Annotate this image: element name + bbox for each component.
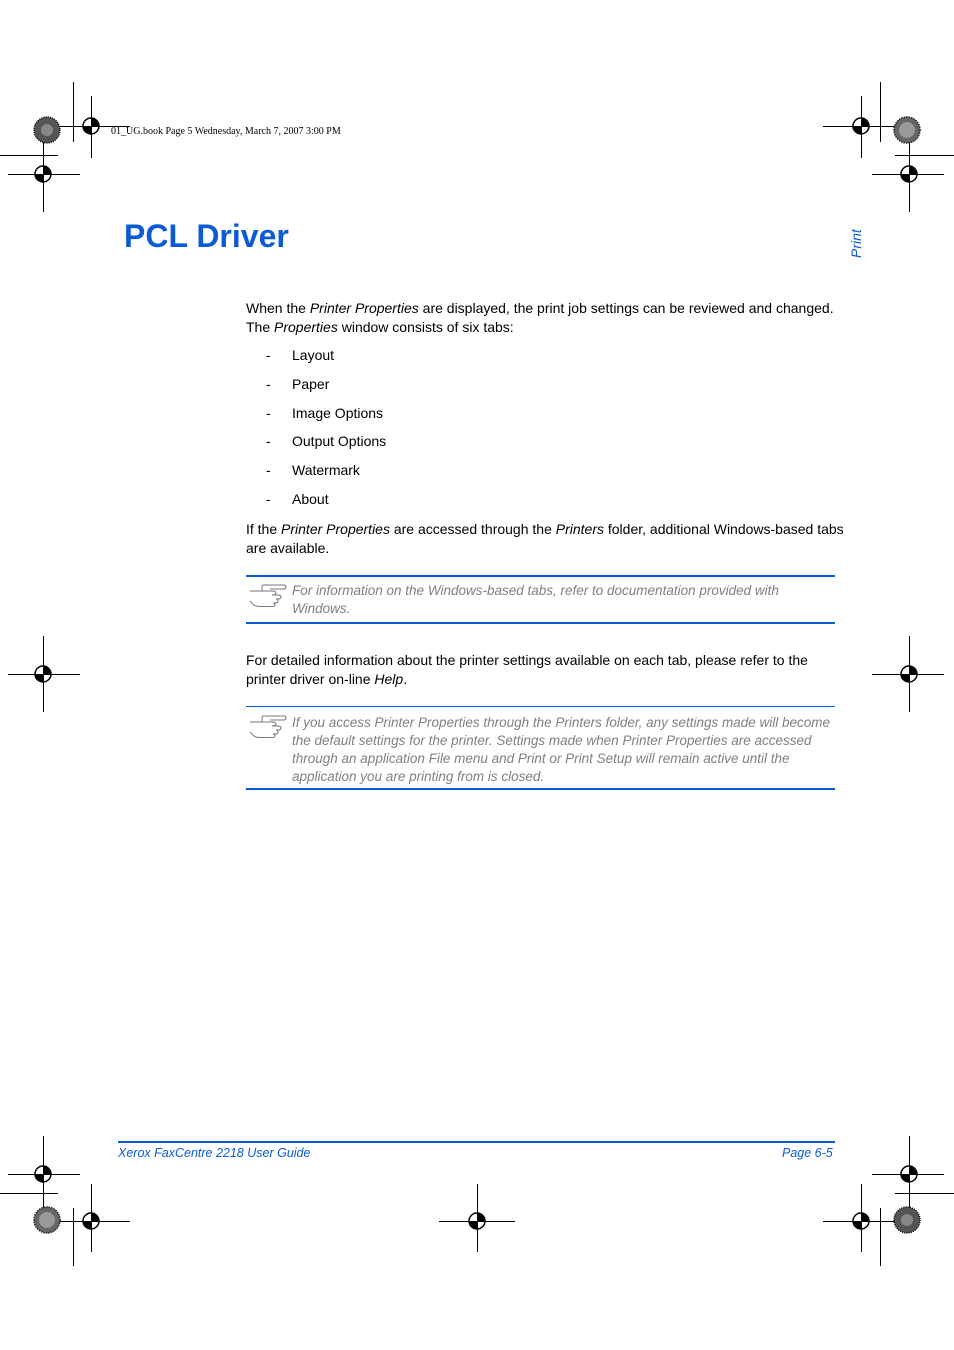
note-top-rule [246, 575, 835, 577]
footer-rule [118, 1141, 835, 1143]
registration-mark-icon [79, 114, 103, 138]
registration-mark-icon [31, 662, 55, 686]
registration-mark-icon [897, 1162, 921, 1186]
registration-mark-icon [31, 162, 55, 186]
registration-mark-icon [465, 1209, 489, 1233]
note-bottom-rule [246, 622, 835, 624]
rosette-icon [893, 116, 921, 144]
registration-mark-icon [849, 1209, 873, 1233]
footer-guide-title: Xerox FaxCentre 2218 User Guide [118, 1146, 311, 1160]
rosette-icon [893, 1206, 921, 1234]
note-hand-icon [248, 714, 288, 738]
note-text: For information on the Windows-based tabs, refer to documentation provided with Windows. [292, 583, 779, 616]
registration-mark-icon [31, 1162, 55, 1186]
note-box [246, 706, 835, 792]
registration-mark-icon [897, 662, 921, 686]
rosette-icon [33, 1206, 61, 1234]
book-header: 01_UG.book Page 5 Wednesday, March 7, 2007 3:00 PM [111, 126, 341, 137]
note-text: If you access Printer Properties through the Printers folder, any settings made will become the default settings for the printer. Settings made when Printer Properties are accessed through an application File menu and Print or Print Setup will remain active until the application you are printing from is closed. [292, 715, 831, 784]
footer-page-number: Page 6-5 [782, 1146, 833, 1160]
note-top-rule [246, 706, 835, 707]
note-bottom-rule [246, 788, 835, 790]
page-title: PCL Driver [124, 218, 289, 254]
note-hand-icon [248, 583, 288, 607]
registration-mark-icon [79, 1209, 103, 1233]
intro-paragraph: When the Printer Properties are displayed, the print job settings can be reviewed and changed. The Properties window consists of six tabs: [246, 300, 834, 335]
detail-paragraph: For detailed information about the printer settings available on each tab, please refer to the printer driver on-line Help. [246, 652, 808, 687]
registration-mark-icon [849, 114, 873, 138]
note-box [246, 575, 835, 625]
printers-folder-paragraph: If the Printer Properties are accessed through the Printers folder, additional Windows-based tabs are available. [246, 521, 844, 556]
registration-mark-icon [897, 162, 921, 186]
section-tab-label: Print [848, 229, 864, 258]
rosette-icon [33, 116, 61, 144]
section-tab [846, 226, 866, 266]
